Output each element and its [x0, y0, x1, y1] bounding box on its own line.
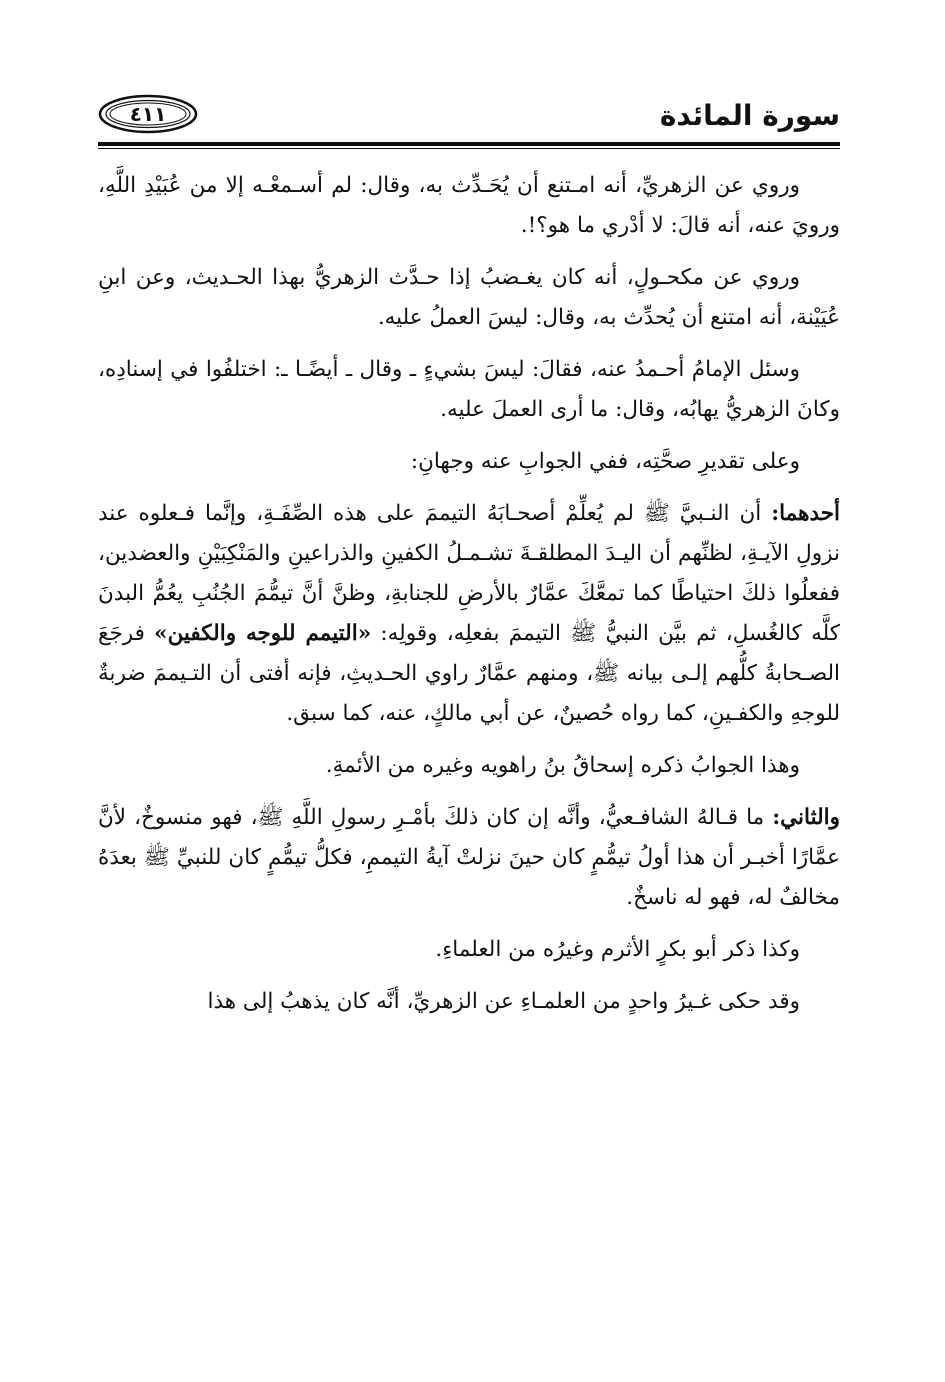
- paragraph: [98, 982, 840, 1022]
- paragraph-text: وكذا ذكر أبو بكرٍ الأثرم وغيرُه من العلماءِ.: [435, 937, 800, 962]
- paragraph-text: وروي عن مكحـولٍ، أنه كان يغـضبُ إذا حـدَّث الزهريُّ بهذا الحـديث، وعن ابنِ عُيَيْنة، أنه امتنع أن يُحدِّث به، وقال: ليسَ العملُ عليه.: [98, 265, 840, 330]
- paragraph: [98, 798, 840, 918]
- paragraph-text-continued: فرجَعَ الصـحابةُ كلُّهم إلـى بيانه ﷺ، ومنهم عمَّارٌ راوي الحـديثِ، فإنه أفتى أن التـيممَ ضربةٌ للوجهِ والكفـينِ، كما رواه حُصينٌ، عن أبي مالكٍ، عنه، كما سبق.: [98, 621, 840, 726]
- paragraph-text: ما قـالهُ الشافـعيُّ، وأنَّه إن كان ذلكَ بأمْـرِ رسولِ اللَّهِ ﷺ، فهو منسوخٌ، لأنَّ عمَّارًا أخبـر أن هذا أولُ تيمُّمٍ كان حينَ نزلتْ آيةُ التيممِ، فكلُّ تيمُّمٍ كان للنبيِّ ﷺ بعدَهُ مخالفٌ له، فهو له ناسخٌ.: [98, 805, 840, 910]
- paragraph: [98, 494, 840, 734]
- surah-title: سورة المائدة: [659, 99, 840, 132]
- paragraph-text: وسئل الإمامُ أحـمدُ عنه، فقالَ: ليسَ بشيءٍ ـ وقال ـ أيضًـا ـ: اختلفُوا في إسنادِه، وكانَ الزهريُّ يهابُه، وقال: ما أرى العملَ عليه.: [98, 357, 840, 422]
- paragraph-text: وهذا الجوابُ ذكره إسحاقُ بنُ راهويه وغيره من الأئمةِ.: [325, 753, 800, 778]
- page-body: [98, 166, 840, 1034]
- paragraph-text: أن النـبيَّ ﷺ لم يُعلِّمْ أصحـابَهُ التيممَ على هذه الصِّفَـةِ، وإنَّما فـعلوه عند نزولِ الآيـةِ، لظنِّهم أن اليـدَ المطلقـةَ تشـمـلُ الكفينِ والذراعينِ والمَنْكِبَيْنِ والعضدين، ففعلُوا ذلكَ احتياطًا كما تمعَّكَ عمَّارٌ بالأرضِ للجنابةِ، وظنَّ أنَّ تيمُّمَ الجُنُبِ يعُمُّ البدنَ كلَّه كالغُسلِ، ثم بيَّن النبيُّ ﷺ التيممَ بفعلِه، وقولِه:: [98, 501, 840, 646]
- paragraph-lead: والثاني:: [772, 805, 840, 830]
- paragraph: [98, 166, 840, 246]
- paragraph: [98, 442, 840, 482]
- hadith-quote: «التيمم للوجه والكفين»: [154, 621, 372, 646]
- paragraph-lead: أحدهما:: [771, 501, 840, 526]
- page-header: [98, 92, 840, 142]
- header-divider-thick: [98, 142, 840, 146]
- paragraph: [98, 258, 840, 338]
- paragraph: [98, 350, 840, 430]
- paragraph-text: وقد حكى غـيرُ واحدٍ من العلمـاءِ عن الزهريِّ، أنَّه كان يذهبُ إلى هذا: [207, 989, 800, 1014]
- paragraph: [98, 746, 840, 786]
- page-number: ٤١١: [129, 102, 167, 126]
- page-number-frame: [98, 94, 198, 134]
- paragraph: [98, 930, 840, 970]
- header-divider-thin: [98, 148, 840, 149]
- paragraph-text: وعلى تقديرِ صحَّتِه، ففي الجوابِ عنه وجهانِ:: [410, 449, 800, 474]
- paragraph-text: وروي عن الزهريِّ، أنه امـتنع أن يُحَـدِّث به، وقال: لم أسـمعْـه إلا من عُبَيْدِ اللَّهِ، ورويَ عنه، أنه قالَ: لا أدْري ما هو؟!.: [98, 173, 840, 238]
